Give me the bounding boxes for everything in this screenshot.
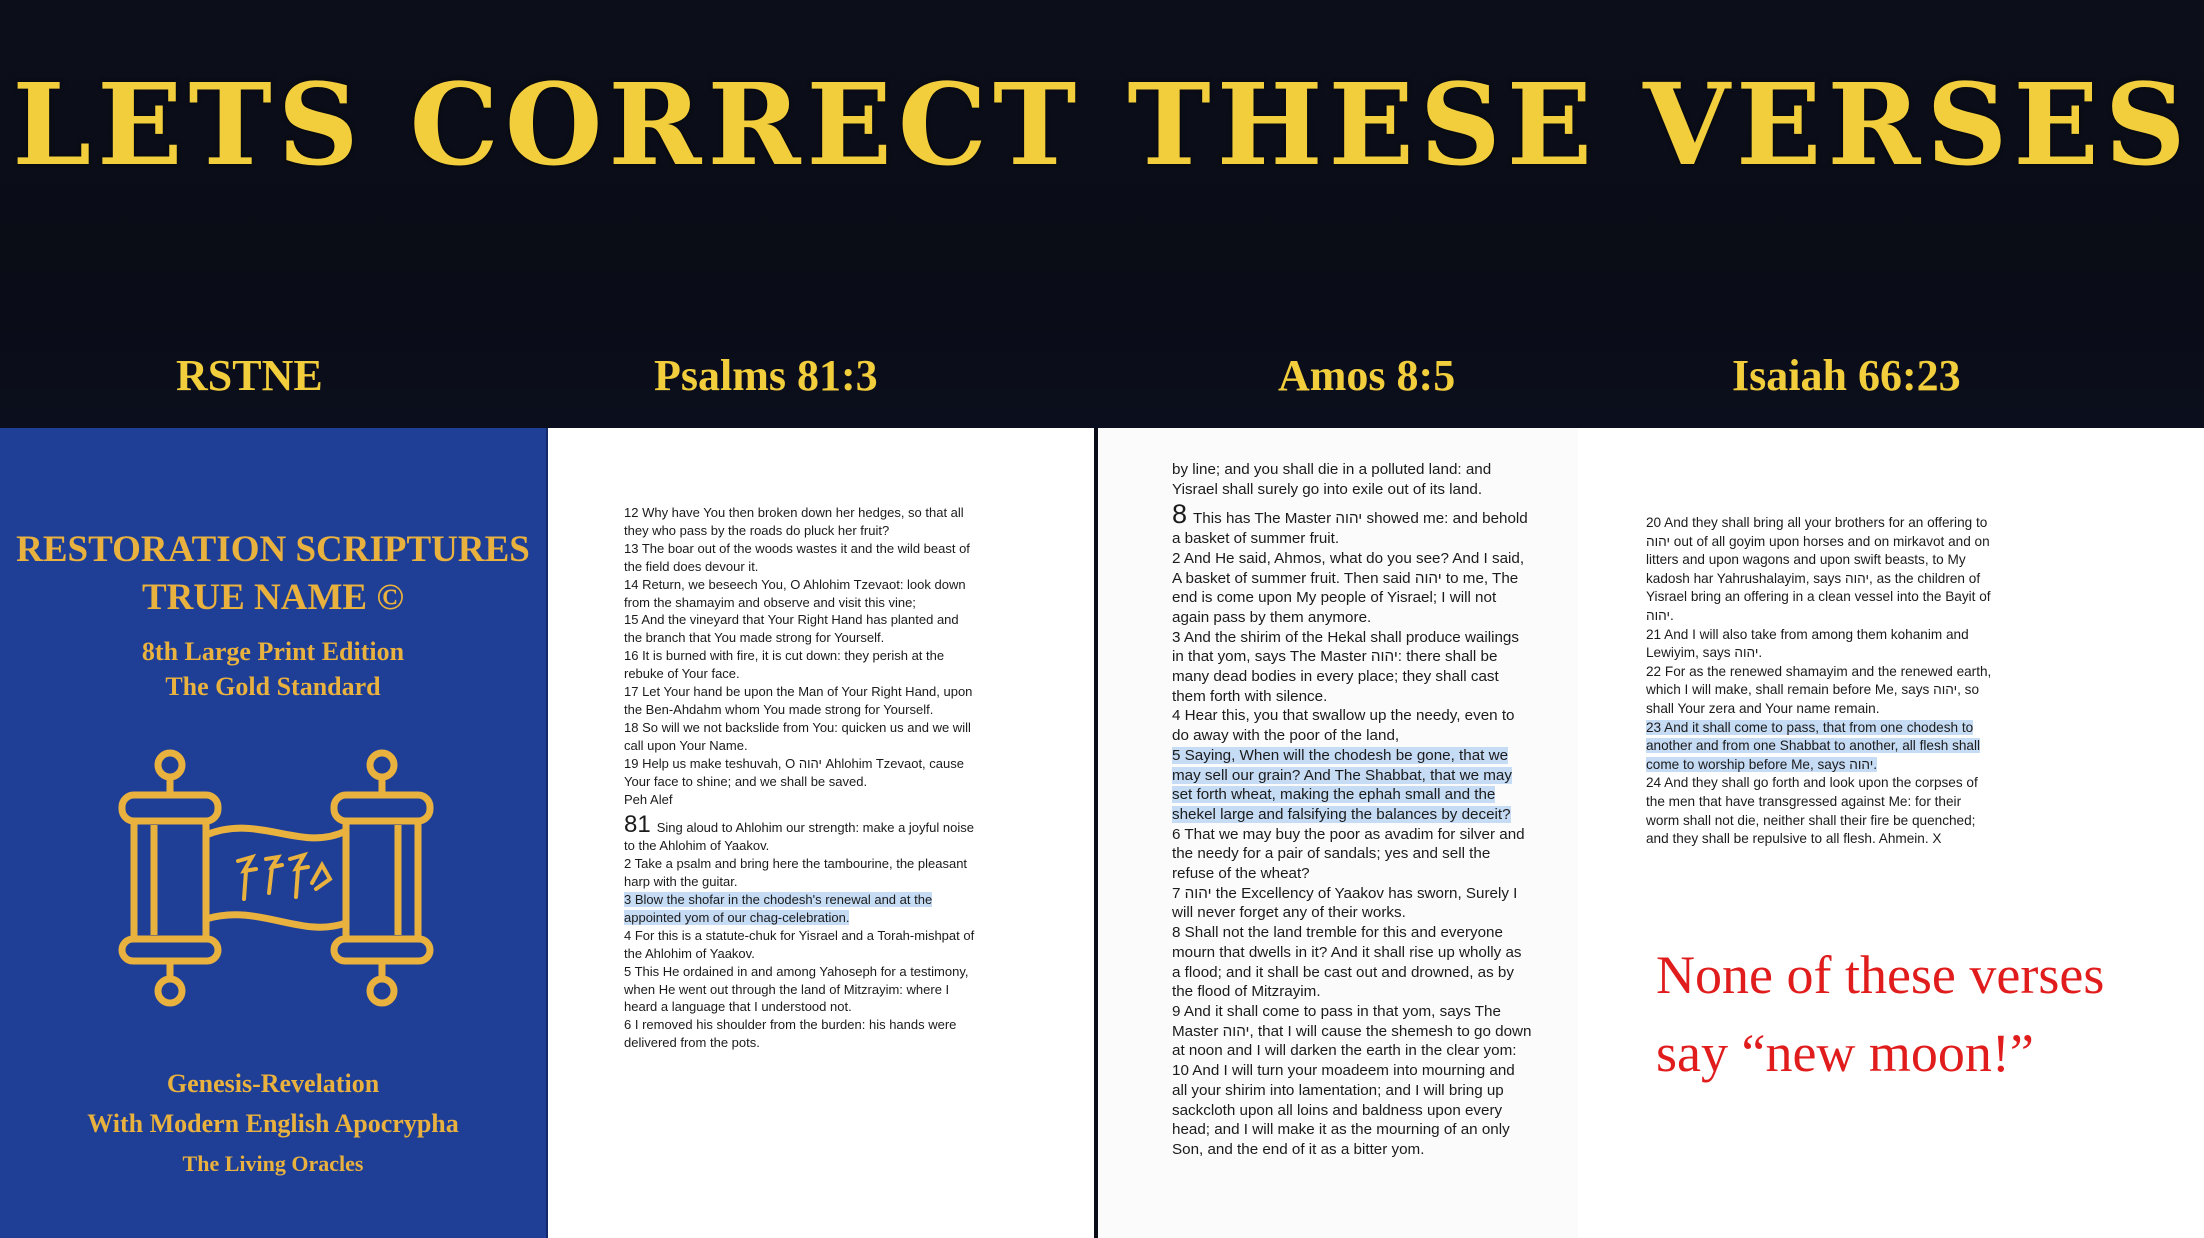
verse: 17 Let Your hand be upon the Man of Your Right Hand, upon the Ben-Ahdahm whom You made strong for Yourself. (624, 684, 973, 717)
verse: by line; and you shall die in a polluted land: and Yisrael shall surely go into exile out of its land. (1172, 461, 1492, 498)
book-title-line2: TRUE NAME © (142, 577, 404, 618)
edition-text: 8th Large Print Edition (141, 637, 405, 666)
verse: 3 And the shirim of the Hekal shall produce wailings in that yom, says The Master יהוה: there shall be many dead bodies in every place; they shall cast them forth with silence. (1172, 628, 1519, 705)
verse: 5 This He ordained in and among Yahoseph for a testimony, when He went out through the land of Mitzrayim: where I heard a language that I understood not. (624, 963, 969, 1015)
highlighted-verse: 5 Saying, When will the chodesh be gone, that we may sell our grain? And The Shabbat, that we may set forth wheat, making the ephah small and the shekel large and falsifying the balances by deceit? (1172, 746, 1512, 823)
amos-text (1172, 460, 1534, 1160)
verse: 20 And they shall bring all your brothers for an offering to יהוה out of all goyim upon horses and on mirkavot and on litters and upon wagons and upon swift beasts, to My kadosh har Yahrushalayim, says יהוה, as the children of Yisrael bring an offering in a clean vessel into the Bayit of יהוה. (1646, 515, 1991, 623)
torah-scroll-icon (110, 743, 440, 1013)
chapter-number: 8 (1172, 499, 1188, 530)
subtitle-text: The Gold Standard (165, 672, 381, 701)
apocrypha-text: With Modern English Apocrypha (87, 1109, 459, 1138)
verse: 4 For this is a statute-chuk for Yisrael and a Torah-mishpat of the Ahlohim of Yaakov. (624, 927, 975, 961)
column-label-isaiah: Isaiah 66:23 (1732, 351, 1961, 400)
verse: 8 Shall not the land tremble for this and everyone mourn that dwells in it? And it shall rise up wholly as a flood; and it shall be cast out and drowned, as by the flood of Mitzrayim. (1172, 924, 1522, 1001)
psalms-text (624, 504, 976, 1052)
book-edition (0, 634, 546, 704)
verse: 4 Hear this, you that swallow up the needy, even to do away with the poor of the land, (1172, 707, 1515, 745)
book-footer (0, 1064, 546, 1184)
column-label-psalms: Psalms 81:3 (654, 351, 878, 400)
book-title (0, 526, 546, 622)
range-text: Genesis-Revelation (166, 1069, 380, 1098)
column-label-amos: Amos 8:5 (1278, 351, 1456, 400)
verse: 24 And they shall go forth and look upon the corpses of the men that have transgressed against Me: for their worm shall not die, neither shall their fire be quenched; and they shall be repulsive to all flesh. Ahmein. X (1646, 775, 1978, 847)
verse: 14 Return, we beseech You, O Ahlohim Tzevaot: look down from the shamayim and observe and visit this vine; (624, 576, 966, 610)
isaiah-page (1578, 428, 2204, 1238)
verse: 12 Why have You then broken down her hedges, so that all they who pass by the roads do pluck her fruit? (624, 505, 964, 538)
highlighted-verse: 23 And it shall come to pass, that from one chodesh to another and from one Shabbat to another, all flesh shall come to worship before Me, says יהוה. (1646, 719, 1981, 772)
oracles-text: The Living Oracles (182, 1151, 364, 1176)
verse: 21 And I will also take from among them kohanim and Lewiyim, says יהוה. (1646, 626, 1969, 661)
isaiah-text (1646, 514, 1998, 849)
header-banner (0, 0, 2204, 428)
psalms-page (548, 428, 1094, 1238)
verse: 22 For as the renewed shamayim and the renewed earth, which I will make, shall remain before Me, says יהוה, so shall Your zera and Your name remain. (1646, 663, 1992, 716)
verse: 18 So will we not backslide from You: quicken us and we will call upon Your Name. (624, 719, 971, 753)
chapter-number: 81 (624, 811, 651, 839)
verse: 10 And I will turn your moadeem into mourning and all your shirim into lamentation; and I will bring up sackcloth upon all loins and baldness upon every head; and I will make it as the mourning of an only Son, and the end of it as a bitter yom. (1172, 1062, 1515, 1158)
verse: This has The Master יהוה showed me: and behold a basket of summer fruit. (1172, 510, 1528, 548)
verse: 6 That we may buy the poor as avadim for silver and the needy for a pair of sandals; yes and sell the refuse of the wheat? (1172, 825, 1525, 883)
verse: 2 Take a psalm and bring here the tambourine, the pleasant harp with the guitar. (624, 856, 968, 890)
book-cover (0, 428, 548, 1238)
amos-page (1098, 428, 1584, 1238)
verse: 19 Help us make teshuvah, O יהוה Ahlohim Tzevaot, cause Your face to shine; and we shall be saved. (624, 755, 964, 789)
verse: 13 The boar out of the woods wastes it and the wild beast of the field does devour it. (624, 540, 970, 574)
verse: 9 And it shall come to pass in that yom, says The Master יהוה, that I will cause the shemesh to go down at noon and I will darken the earth in the clear yom: (1172, 1002, 1532, 1060)
verse: 16 It is burned with fire, it is cut down: they perish at the rebuke of Your face. (624, 648, 945, 682)
chapter-start (624, 811, 976, 855)
commentary-note: None of these verses say “new moon!” (1656, 945, 2105, 1083)
verse: 6 I removed his shoulder from the burden: his hands were delivered from the pots. (624, 1017, 957, 1051)
highlighted-verse: 3 Blow the shofar in the chodesh's renewal and at the appointed yom of our chag-celebration. (624, 892, 933, 925)
page-title: LETS CORRECT THESE VERSES (12, 60, 2192, 191)
column-label-rstne: RSTNE (176, 351, 323, 400)
book-title-line1: RESTORATION SCRIPTURES (16, 529, 530, 570)
verse: 7 יהוה the Excellency of Yaakov has sworn, Surely I will never forget any of their works. (1172, 884, 1518, 922)
section-heading: Peh Alef (624, 791, 673, 807)
verse: 2 And He said, Ahmos, what do you see? And I said, A basket of summer fruit. Then said יהוה to me, The end is come upon My people of Yisrael; I will not again pass by them anymore. (1172, 549, 1525, 626)
verse: Sing aloud to Ahlohim our strength: make a joyful noise to the Ahlohim of Yaakov. (624, 820, 974, 854)
verse: 15 And the vineyard that Your Right Hand has planted and the branch that You made strong for Yourself. (624, 612, 959, 646)
chapter-start (1172, 499, 1534, 548)
